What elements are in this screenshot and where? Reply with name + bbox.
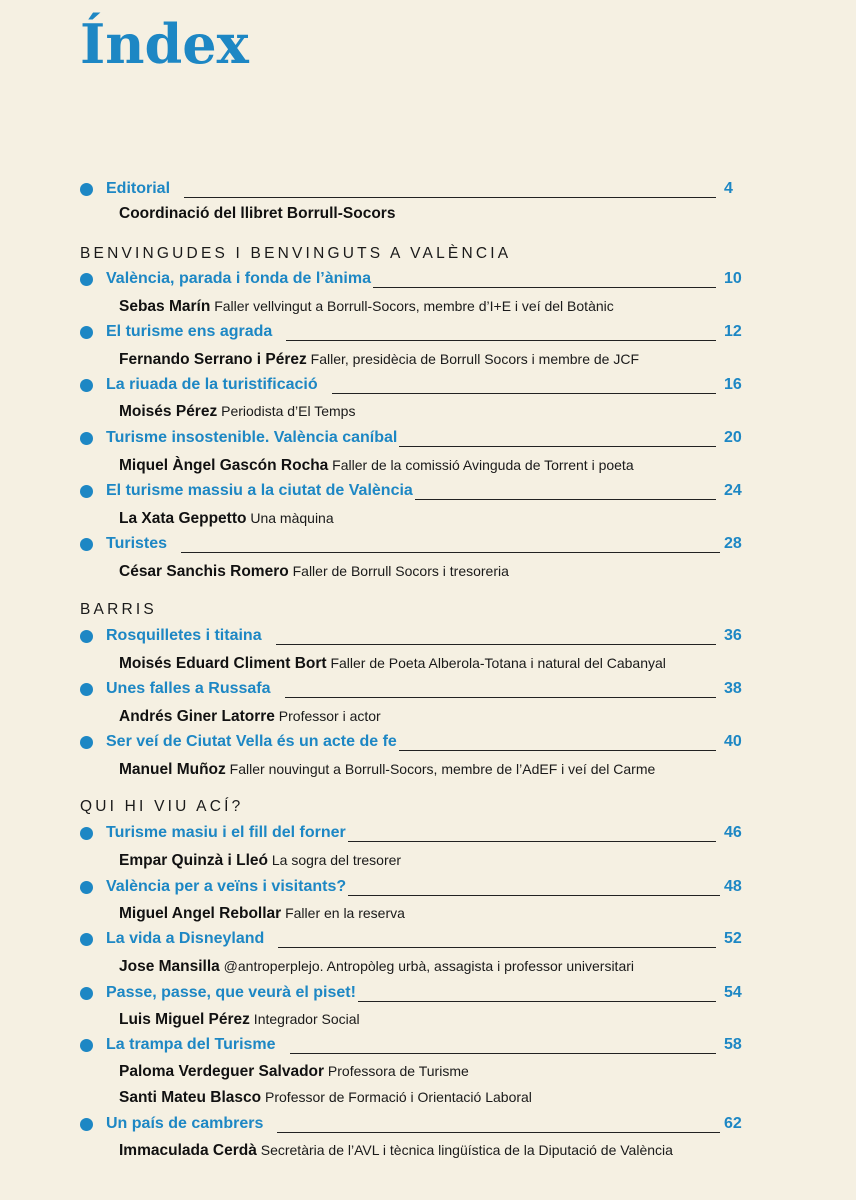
toc-entry[interactable] <box>0 876 856 902</box>
toc-entry[interactable] <box>0 928 856 954</box>
leader-line <box>285 697 716 698</box>
author-line <box>119 849 401 872</box>
author-name: Paloma Verdeguer Salvador <box>119 1063 325 1080</box>
author-description: Professor de Formació i Orientació Laboral <box>261 1089 532 1105</box>
page-number: 40 <box>724 733 742 750</box>
leader-line <box>399 750 716 751</box>
page-number: 54 <box>724 984 742 1001</box>
leader-line <box>348 841 716 842</box>
leader-line <box>399 446 716 447</box>
section-heading: QUI HI VIU ACÍ? <box>80 798 244 815</box>
author-name: Sebas Marín <box>119 298 211 315</box>
author-name: Jose Mansilla <box>119 958 220 975</box>
bullet-icon <box>80 987 93 1000</box>
author-line <box>119 1060 469 1083</box>
page-number: 20 <box>724 429 742 446</box>
author-line <box>119 1008 360 1031</box>
author-description: Faller, presidècia de Borrull Socors i membre de JCF <box>306 351 640 367</box>
section-heading: BARRIS <box>80 601 157 618</box>
author-description: Professora de Turisme <box>324 1063 469 1079</box>
toc-entry[interactable] <box>0 178 856 204</box>
leader-line <box>286 340 716 341</box>
page-number: 10 <box>724 270 742 287</box>
leader-line <box>373 287 716 288</box>
author-line <box>119 652 666 675</box>
author-name: Manuel Muñoz <box>119 761 226 778</box>
leader-line <box>276 644 716 645</box>
entry-title[interactable]: Rosquilletes i titaina <box>106 627 262 644</box>
entry-title[interactable]: Turisme masiu i el fill del forner <box>106 824 346 841</box>
toc-entry[interactable] <box>0 268 856 294</box>
toc-entry[interactable] <box>0 480 856 506</box>
author-name: Miquel Àngel Gascón Rocha <box>119 457 329 474</box>
author-name: La Xata Geppetto <box>119 510 247 527</box>
bullet-icon <box>80 1118 93 1131</box>
leader-line <box>290 1053 716 1054</box>
author-line <box>119 705 381 728</box>
author-description: @antroperplejo. Antropòleg urbà, assagista i professor universitari <box>219 958 635 974</box>
author-name: Moisés Eduard Climent Bort <box>119 655 327 672</box>
author-line <box>119 1139 673 1162</box>
toc-entry[interactable] <box>0 427 856 453</box>
author-description: Faller de la comissió Avinguda de Torrent i poeta <box>328 457 634 473</box>
bullet-icon <box>80 183 93 196</box>
author-description: Professor i actor <box>274 708 381 724</box>
bullet-icon <box>80 432 93 445</box>
bullet-icon <box>80 485 93 498</box>
page-title: Índex <box>80 12 249 76</box>
author-line <box>119 758 655 781</box>
entry-title[interactable]: Editorial <box>106 180 171 197</box>
toc-entry[interactable] <box>0 731 856 757</box>
leader-line <box>277 1132 720 1133</box>
author-description: Una màquina <box>246 510 334 526</box>
leader-line <box>181 552 720 553</box>
toc-entry[interactable] <box>0 678 856 704</box>
page-number: 46 <box>724 824 742 841</box>
bullet-icon <box>80 827 93 840</box>
author-line <box>119 400 355 423</box>
section-heading: BENVINGUDES I BENVINGUTS A VALÈNCIA <box>80 245 512 262</box>
toc-entry[interactable] <box>0 982 856 1008</box>
toc-entry[interactable] <box>0 822 856 848</box>
author-description: Faller nouvingut a Borrull-Socors, membre de l’AdEF i veí del Carme <box>225 761 656 777</box>
author-line <box>119 560 509 583</box>
entry-title[interactable]: Unes falles a Russafa <box>106 680 271 697</box>
bullet-icon <box>80 326 93 339</box>
entry-title[interactable]: València, parada i fonda de l’ànima <box>106 270 371 287</box>
page-number: 24 <box>724 482 742 499</box>
bullet-icon <box>80 273 93 286</box>
author-description: Secretària de l’AVL i tècnica lingüística de la Diputació de València <box>256 1142 673 1158</box>
author-line <box>119 295 614 318</box>
entry-title[interactable]: El turisme massiu a la ciutat de València <box>106 482 413 499</box>
author-name: Santi Mateu Blasco <box>119 1089 262 1106</box>
entry-title[interactable]: La vida a Disneyland <box>106 930 265 947</box>
author-name: Immaculada Cerdà <box>119 1142 257 1159</box>
bullet-icon <box>80 736 93 749</box>
bullet-icon <box>80 1039 93 1052</box>
leader-line <box>415 499 716 500</box>
author-name: Empar Quinzà i Lleó <box>119 852 268 869</box>
author-line <box>119 203 395 225</box>
author-description: Faller de Borrull Socors i tresoreria <box>288 563 509 579</box>
bullet-icon <box>80 630 93 643</box>
page-number: 58 <box>724 1036 742 1053</box>
bullet-icon <box>80 933 93 946</box>
toc-entry[interactable] <box>0 1113 856 1139</box>
page-number: 36 <box>724 627 742 644</box>
page-number: 16 <box>724 376 742 393</box>
entry-title[interactable]: Ser veí de Ciutat Vella és un acte de fe <box>106 733 397 750</box>
toc-entry[interactable] <box>0 321 856 347</box>
page-number: 38 <box>724 680 742 697</box>
page-number: 48 <box>724 878 742 895</box>
page-number: 4 <box>724 180 733 197</box>
leader-line <box>358 1001 716 1002</box>
leader-line <box>184 197 716 198</box>
author-line <box>119 902 405 925</box>
bullet-icon <box>80 538 93 551</box>
toc-entry[interactable] <box>0 1034 856 1060</box>
leader-line <box>332 393 716 394</box>
entry-title[interactable]: Turisme insostenible. València caníbal <box>106 429 398 446</box>
author-description: Faller en la reserva <box>281 905 405 921</box>
page-number: 28 <box>724 535 742 552</box>
author-description: Integrador Social <box>249 1011 360 1027</box>
entry-title[interactable]: La trampa del Turisme <box>106 1036 276 1053</box>
author-line <box>119 454 634 477</box>
author-name: Fernando Serrano i Pérez <box>119 351 307 368</box>
leader-line <box>278 947 716 948</box>
entry-title[interactable]: Passe, passe, que veurà el piset! <box>106 984 356 1001</box>
entry-title[interactable]: Un país de cambrers <box>106 1115 264 1132</box>
author-line <box>119 348 639 371</box>
entry-title[interactable]: València per a veïns i visitants? <box>106 878 347 895</box>
bullet-icon <box>80 379 93 392</box>
bullet-icon <box>80 881 93 894</box>
author-description: Faller vellvingut a Borrull-Socors, membre d’I+E i veí del Botànic <box>210 298 614 314</box>
author-name: Andrés Giner Latorre <box>119 708 275 725</box>
author-name: Coordinació del llibret Borrull-Socors <box>119 205 396 222</box>
author-name: Miguel Angel Rebollar <box>119 905 282 922</box>
toc-entry[interactable] <box>0 625 856 651</box>
author-name: Luis Miguel Pérez <box>119 1011 250 1028</box>
entry-title[interactable]: La riuada de la turistificació <box>106 376 318 393</box>
author-line <box>119 507 334 530</box>
author-description: Periodista d’El Temps <box>217 403 356 419</box>
page-number: 12 <box>724 323 742 340</box>
entry-title[interactable]: El turisme ens agrada <box>106 323 273 340</box>
author-name: César Sanchis Romero <box>119 563 289 580</box>
toc-entry[interactable] <box>0 374 856 400</box>
page-number: 62 <box>724 1115 742 1132</box>
author-description: La sogra del tresorer <box>268 852 402 868</box>
author-description: Faller de Poeta Alberola-Totana i natural del Cabanyal <box>326 655 666 671</box>
bullet-icon <box>80 683 93 696</box>
entry-title[interactable]: Turistes <box>106 535 168 552</box>
author-line <box>119 1086 532 1109</box>
leader-line <box>348 895 720 896</box>
toc-entry[interactable] <box>0 533 856 559</box>
author-name: Moisés Pérez <box>119 403 218 420</box>
page-number: 52 <box>724 930 742 947</box>
author-line <box>119 955 634 978</box>
